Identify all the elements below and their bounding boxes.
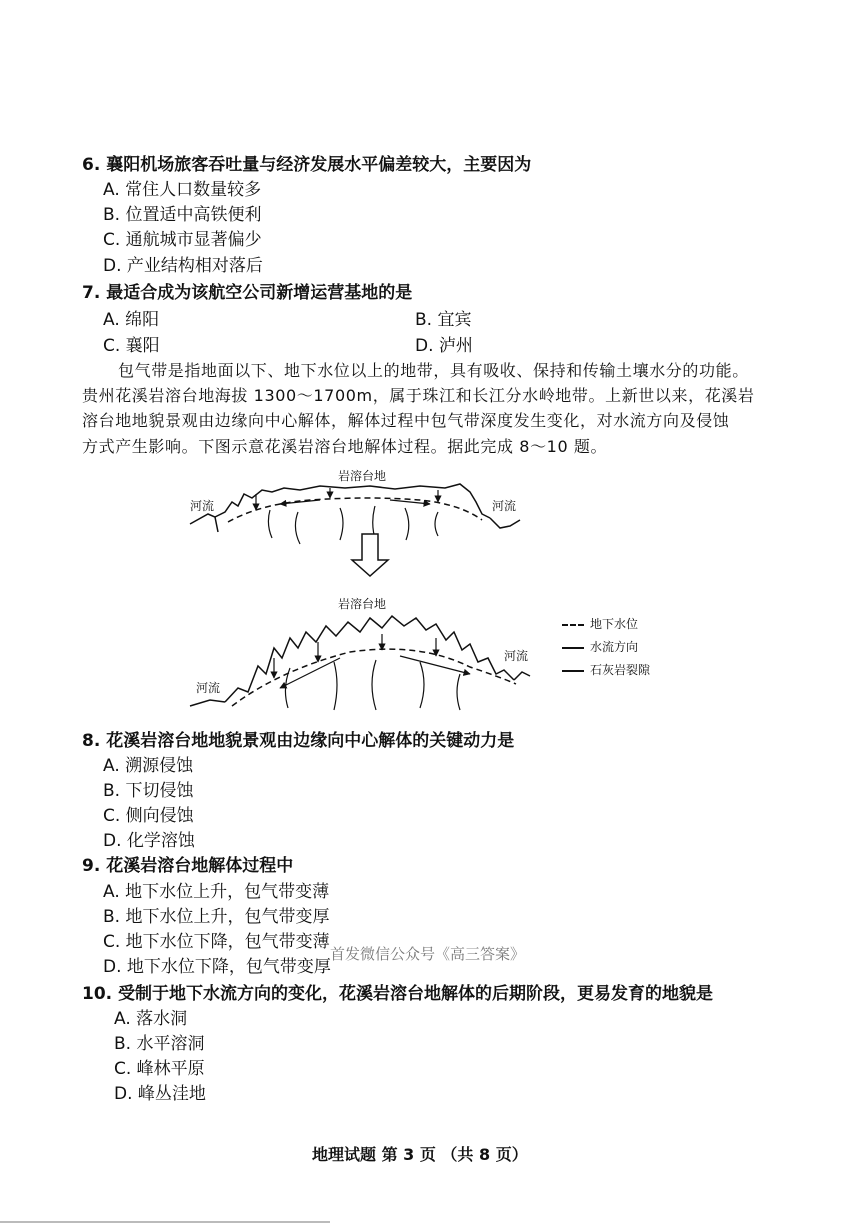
q9-option-c: C. 地下水位下降，包气带变薄 <box>103 932 330 952</box>
q9-option-d: D. 地下水位下降，包气带变厚 <box>103 957 331 977</box>
initial-fissures <box>268 506 438 544</box>
q7-option-c: C. 襄阳 <box>103 336 160 356</box>
q8-option-c: C. 侧向侵蚀 <box>103 806 194 826</box>
q7-option-a: A. 绵阳 <box>103 310 160 330</box>
q6-option-c: C. 通航城市显著偏少 <box>103 230 262 250</box>
passage-line-2: 贵州花溪岩溶台地海拔 1300～1700m，属于珠江和长江分水岭地带。上新世以来，花溪岩 <box>82 386 755 405</box>
karst-platform-figure <box>170 462 690 727</box>
later-fissures <box>285 660 460 710</box>
q7-stem: 7. 最适合成为该航空公司新增运营基地的是 <box>82 283 413 303</box>
initial-water-table <box>228 498 482 522</box>
q6-option-d: D. 产业结构相对落后 <box>103 256 263 276</box>
q10-option-d: D. 峰丛洼地 <box>114 1084 206 1104</box>
initial-right-valley <box>490 518 520 528</box>
later-stage-diagram <box>190 596 530 710</box>
bottom-rule <box>0 1221 330 1223</box>
q10-option-c: C. 峰林平原 <box>114 1059 205 1079</box>
passage-line-1: 包气带是指地面以下、地下水位以上的地带，具有吸收、保持和传输土壤水分的功能。 <box>118 361 749 380</box>
dashed-line-icon <box>562 624 584 626</box>
later-river-left: 河流 <box>196 681 221 695</box>
initial-flow-arrow-right <box>390 500 430 504</box>
initial-stage-diagram <box>190 468 520 544</box>
later-title: 岩溶台地 <box>338 597 387 611</box>
q6-option-b: B. 位置适中高铁便利 <box>103 205 262 225</box>
q10-stem: 10. 受制于地下水流方向的变化，花溪岩溶台地解体的后期阶段，更易发育的地貌是 <box>82 984 714 1004</box>
q8-option-a: A. 溯源侵蚀 <box>103 756 194 776</box>
passage-line-4: 方式产生影响。下图示意花溪岩溶台地解体过程。据此完成 8～10 题。 <box>82 437 608 456</box>
later-river-right: 河流 <box>504 649 529 663</box>
initial-river-left: 河流 <box>190 499 215 513</box>
q10-option-b: B. 水平溶洞 <box>114 1034 205 1054</box>
page-footer: 地理试题 第 3 页 （共 8 页） <box>312 1145 528 1164</box>
q8-stem: 8. 花溪岩溶台地地貌景观由边缘向中心解体的关键动力是 <box>82 731 515 751</box>
later-left-valley <box>190 700 225 706</box>
initial-title: 岩溶台地 <box>338 469 387 483</box>
q8-option-d: D. 化学溶蚀 <box>103 831 195 851</box>
transition-arrow <box>352 534 388 576</box>
initial-river-right: 河流 <box>492 499 517 513</box>
legend-water-table: 地下水位 <box>562 615 638 632</box>
passage-line-3: 溶台地地貌景观由边缘向中心解体，解体过程中包气带深度发生变化，对水流方向及侵蚀 <box>82 411 730 430</box>
arrow-icon <box>562 647 584 649</box>
later-water-table <box>232 649 516 706</box>
legend-flow-direction: 水流方向 <box>562 638 638 655</box>
q7-option-d: D. 泸州 <box>415 336 473 356</box>
later-flow-arrow-right <box>400 656 470 674</box>
later-surface <box>225 616 514 702</box>
q9-option-a: A. 地下水位上升，包气带变薄 <box>103 882 330 902</box>
initial-left-valley <box>190 514 218 532</box>
q6-stem: 6. 襄阳机场旅客吞吐量与经济发展水平偏差较大，主要因为 <box>82 155 532 175</box>
later-right-valley <box>514 672 530 680</box>
q7-option-b: B. 宜宾 <box>415 310 472 330</box>
later-flow-arrow-left <box>280 658 340 688</box>
legend-fissure: 石灰岩裂隙 <box>562 661 650 678</box>
q9-stem: 9. 花溪岩溶台地解体过程中 <box>82 856 294 876</box>
q10-option-a: A. 落水洞 <box>114 1009 188 1029</box>
watermark: 首发微信公众号《高三答案》 <box>330 945 526 963</box>
q8-option-b: B. 下切侵蚀 <box>103 781 194 801</box>
q6-option-a: A. 常住人口数量较多 <box>103 180 262 200</box>
solid-line-icon <box>562 670 584 672</box>
q9-option-b: B. 地下水位上升，包气带变厚 <box>103 907 330 927</box>
